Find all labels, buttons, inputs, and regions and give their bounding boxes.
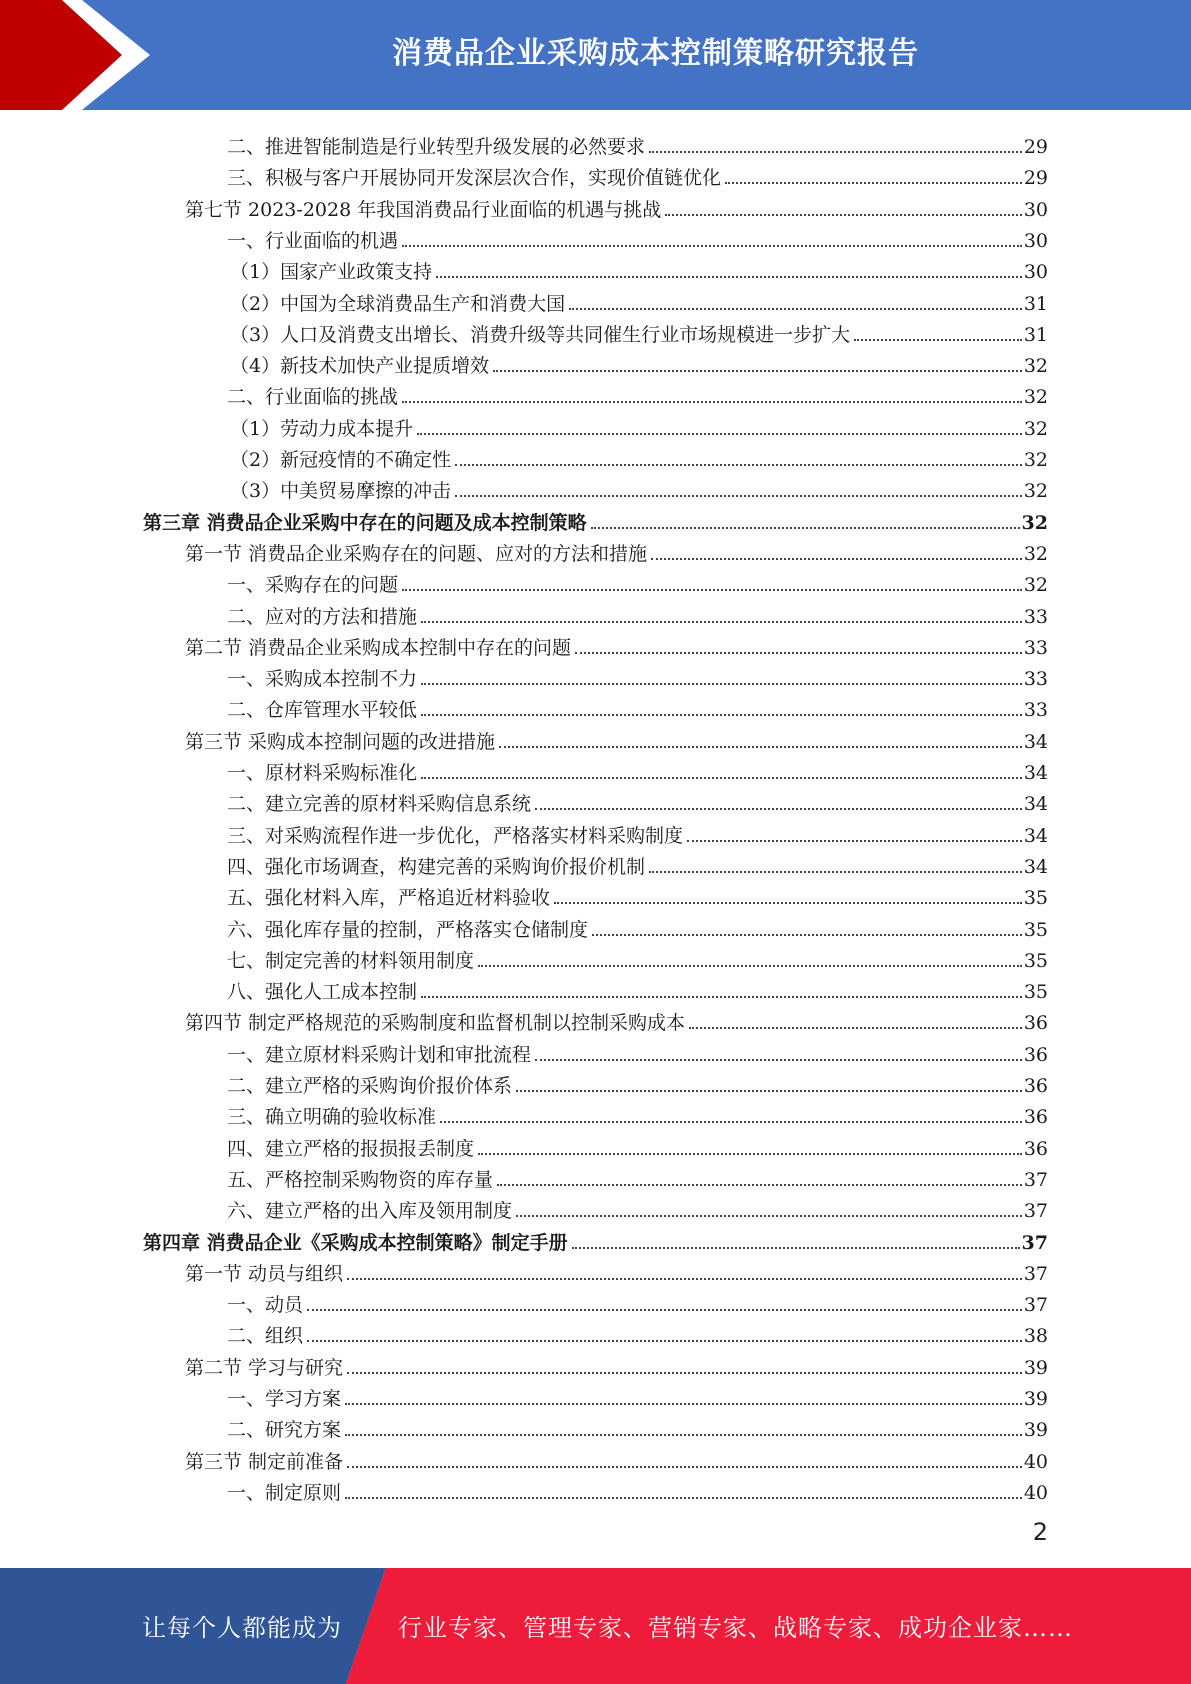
toc-entry-page: 32: [1023, 543, 1048, 565]
document-title: 消费品企业采购成本控制策略研究报告: [392, 36, 919, 71]
toc-entry-page: 32: [1023, 574, 1048, 596]
toc-leader-dots: [402, 245, 1022, 247]
toc-entry-label: 一、制定原则: [227, 1482, 342, 1504]
toc-entry-label: 二、研究方案: [227, 1419, 342, 1441]
toc-leader-dots: [436, 276, 1022, 278]
toc-entry-page: 34: [1023, 856, 1048, 878]
toc-entry-label: 第四节 制定严格规范的采购制度和监督机制以控制采购成本: [185, 1012, 686, 1034]
toc-entry[interactable]: [227, 911, 1048, 942]
toc-entry-page: 35: [1023, 919, 1048, 941]
toc-leader-dots: [687, 840, 1022, 842]
toc-leader-dots: [592, 934, 1022, 936]
toc-entry-label: 第一节 动员与组织: [185, 1263, 344, 1285]
toc-entry-page: 31: [1023, 324, 1048, 346]
toc-leader-dots: [651, 558, 1022, 560]
toc-entry-label: 第三章 消费品企业采购中存在的问题及成本控制策略: [143, 512, 587, 534]
toc-entry-label: （3）中美贸易摩擦的冲击: [230, 480, 452, 502]
toc-entry-label: 三、积极与客户开展协同开发深层次合作，实现价值链优化: [227, 167, 722, 189]
toc-entry-page: 32: [1021, 512, 1048, 534]
toc-entry[interactable]: [227, 785, 1048, 816]
toc-entry[interactable]: [227, 1130, 1048, 1161]
footer-slogan-right: 行业专家、管理专家、营销专家、战略专家、成功企业家……: [398, 1614, 1073, 1642]
toc-leader-dots: [421, 996, 1022, 998]
toc-leader-dots: [347, 1372, 1022, 1374]
toc-entry-page: 39: [1023, 1357, 1048, 1379]
toc-entry[interactable]: [227, 691, 1048, 722]
toc-entry[interactable]: [185, 1443, 1048, 1474]
toc-entry[interactable]: [227, 378, 1048, 409]
toc-entry-page: 35: [1023, 887, 1048, 909]
toc-entry-label: 六、建立严格的出入库及领用制度: [227, 1200, 513, 1222]
toc-leader-dots: [478, 1153, 1022, 1155]
toc-entry-label: 二、仓库管理水平较低: [227, 699, 418, 721]
toc-entry[interactable]: [227, 566, 1048, 597]
toc-entry[interactable]: [185, 535, 1048, 566]
toc-entry-label: 一、学习方案: [227, 1388, 342, 1410]
toc-entry-label: 第三节 制定前准备: [185, 1451, 344, 1473]
toc-entry[interactable]: [227, 848, 1048, 879]
toc-entry[interactable]: [227, 1036, 1048, 1067]
toc-entry[interactable]: [227, 1411, 1048, 1442]
toc-entry-label: 二、建立完善的原材料采购信息系统: [227, 793, 532, 815]
toc-leader-dots: [440, 1121, 1022, 1123]
toc-entry[interactable]: [230, 472, 1048, 503]
toc-leader-dots: [345, 1434, 1022, 1436]
toc-leader-dots: [665, 214, 1022, 216]
toc-entry-label: 四、强化市场调查，构建完善的采购询价报价机制: [227, 856, 646, 878]
toc-leader-dots: [569, 308, 1022, 310]
toc-entry-page: 32: [1023, 449, 1048, 471]
toc-leader-dots: [478, 965, 1022, 967]
toc-entry[interactable]: [227, 817, 1048, 848]
toc-entry[interactable]: [185, 191, 1048, 222]
toc-entry-page: 40: [1023, 1482, 1048, 1504]
toc-entry-page: 30: [1023, 199, 1048, 221]
toc-entry-page: 37: [1023, 1200, 1048, 1222]
toc-entry[interactable]: [227, 879, 1048, 910]
toc-entry[interactable]: [185, 629, 1048, 660]
toc-leader-dots: [421, 714, 1022, 716]
toc-entry-label: 二、推进智能制造是行业转型升级发展的必然要求: [227, 136, 646, 158]
toc-entry[interactable]: [227, 1161, 1048, 1192]
toc-entry-label: 一、采购成本控制不力: [227, 668, 418, 690]
toc-entry[interactable]: [227, 222, 1048, 253]
toc-entry[interactable]: [185, 1004, 1048, 1035]
toc-leader-dots: [421, 777, 1022, 779]
toc-entry-label: （2）中国为全球消费品生产和消费大国: [230, 293, 566, 315]
toc-entry-label: 二、应对的方法和措施: [227, 606, 418, 628]
toc-entry[interactable]: [227, 128, 1048, 159]
toc-entry-page: 35: [1023, 950, 1048, 972]
toc-entry-label: 第一节 消费品企业采购存在的问题、应对的方法和措施: [185, 543, 648, 565]
toc-leader-dots: [347, 1466, 1022, 1468]
toc-entry[interactable]: [227, 1098, 1048, 1129]
toc-entry[interactable]: [227, 1192, 1048, 1223]
toc-entry-label: 第二节 学习与研究: [185, 1357, 344, 1379]
toc-entry-page: 37: [1023, 1294, 1048, 1316]
toc-entry-page: 34: [1023, 793, 1048, 815]
toc-entry-label: 第七节 2023-2028 年我国消费品行业面临的机遇与挑战: [185, 199, 662, 221]
toc-leader-dots: [307, 1340, 1022, 1342]
toc-entry[interactable]: [227, 1286, 1048, 1317]
toc-leader-dots: [649, 151, 1022, 153]
toc-entry-page: 29: [1023, 167, 1048, 189]
toc-leader-dots: [725, 182, 1022, 184]
toc-entry[interactable]: [143, 504, 1048, 535]
toc-entry-label: 四、建立严格的报损报丢制度: [227, 1138, 475, 1160]
page-number: 2: [1032, 1518, 1048, 1546]
toc-leader-dots: [516, 1090, 1022, 1092]
toc-leader-dots: [689, 1027, 1022, 1029]
toc-leader-dots: [402, 401, 1022, 403]
toc-entry-label: （2）新冠疫情的不确定性: [230, 449, 452, 471]
toc-entry[interactable]: [143, 1224, 1048, 1255]
toc-entry-page: 31: [1023, 293, 1048, 315]
toc-leader-dots: [307, 1309, 1022, 1311]
toc-entry-page: 34: [1023, 825, 1048, 847]
toc-leader-dots: [345, 1497, 1022, 1499]
page-footer: [0, 1568, 1191, 1684]
toc-entry[interactable]: [227, 660, 1048, 691]
toc-entry-label: 六、强化库存量的控制，严格落实仓储制度: [227, 919, 589, 941]
toc-entry[interactable]: [227, 1380, 1048, 1411]
toc-leader-dots: [421, 621, 1022, 623]
toc-entry[interactable]: [227, 973, 1048, 1004]
toc-leader-dots: [499, 746, 1022, 748]
toc-entry-page: 39: [1023, 1419, 1048, 1441]
toc-leader-dots: [455, 464, 1022, 466]
toc-entry[interactable]: [227, 1317, 1048, 1348]
toc-leader-dots: [591, 527, 1020, 529]
toc-entry-page: 36: [1023, 1138, 1048, 1160]
toc-entry-page: 32: [1023, 386, 1048, 408]
toc-entry[interactable]: [230, 285, 1048, 316]
toc-entry-label: 八、强化人工成本控制: [227, 981, 418, 1003]
toc-entry-page: 37: [1023, 1169, 1048, 1191]
toc-entry[interactable]: [227, 1474, 1048, 1505]
toc-entry[interactable]: [227, 598, 1048, 629]
toc-entry-page: 30: [1023, 230, 1048, 252]
toc-entry-page: 34: [1023, 731, 1048, 753]
toc-entry[interactable]: [185, 1255, 1048, 1286]
toc-leader-dots: [493, 370, 1022, 372]
toc-entry-label: 七、制定完善的材料领用制度: [227, 950, 475, 972]
toc-entry-label: 一、行业面临的机遇: [227, 230, 399, 252]
toc-entry-label: （4）新技术加快产业提质增效: [230, 355, 490, 377]
toc-entry-page: 29: [1023, 136, 1048, 158]
toc-entry-page: 33: [1023, 637, 1048, 659]
toc-entry[interactable]: [230, 410, 1048, 441]
toc-entry-page: 36: [1023, 1044, 1048, 1066]
toc-entry-label: 二、建立严格的采购询价报价体系: [227, 1075, 513, 1097]
toc-leader-dots: [347, 1278, 1022, 1280]
toc-entry-page: 37: [1021, 1232, 1048, 1254]
toc-entry-label: 二、行业面临的挑战: [227, 386, 399, 408]
toc-entry-label: 第四章 消费品企业《采购成本控制策略》制定手册: [143, 1232, 568, 1254]
toc-entry-label: 一、建立原材料采购计划和审批流程: [227, 1044, 532, 1066]
page-header: [0, 0, 1191, 110]
toc-entry-page: 39: [1023, 1388, 1048, 1410]
toc-entry-label: （1）国家产业政策支持: [230, 261, 433, 283]
toc-entry-label: 第二节 消费品企业采购成本控制中存在的问题: [185, 637, 572, 659]
toc-entry[interactable]: [185, 723, 1048, 754]
toc-entry-label: 第三节 采购成本控制问题的改进措施: [185, 731, 496, 753]
toc-leader-dots: [421, 683, 1022, 685]
toc-leader-dots: [554, 902, 1022, 904]
toc-entry-page: 33: [1023, 668, 1048, 690]
footer-slogan-left: 让每个人都能成为: [142, 1614, 342, 1642]
toc-leader-dots: [497, 1184, 1022, 1186]
toc-leader-dots: [345, 1403, 1022, 1405]
toc-entry-label: 一、采购存在的问题: [227, 574, 399, 596]
toc-leader-dots: [535, 808, 1022, 810]
toc-entry[interactable]: [227, 754, 1048, 785]
toc-entry-page: 36: [1023, 1106, 1048, 1128]
toc-leader-dots: [854, 339, 1022, 341]
toc-entry-label: （3）人口及消费支出增长、消费升级等共同催生行业市场规模进一步扩大: [230, 324, 851, 346]
toc-entry[interactable]: [230, 316, 1048, 347]
toc-entry-page: 36: [1023, 1012, 1048, 1034]
toc-entry-label: 一、动员: [227, 1294, 304, 1316]
toc-entry[interactable]: [227, 1067, 1048, 1098]
toc-entry-page: 35: [1023, 981, 1048, 1003]
toc-leader-dots: [535, 1059, 1022, 1061]
toc-leader-dots: [572, 1247, 1020, 1249]
toc-entry-page: 40: [1023, 1451, 1048, 1473]
toc-entry[interactable]: [230, 347, 1048, 378]
toc-entry-page: 32: [1023, 355, 1048, 377]
toc-entry-page: 37: [1023, 1263, 1048, 1285]
toc-leader-dots: [417, 433, 1022, 435]
toc-entry-page: 32: [1023, 480, 1048, 502]
toc-leader-dots: [649, 871, 1022, 873]
toc-entry-label: 五、严格控制采购物资的库存量: [227, 1169, 494, 1191]
toc-entry-page: 38: [1023, 1325, 1048, 1347]
toc-leader-dots: [402, 589, 1022, 591]
toc-entry-page: 32: [1023, 418, 1048, 440]
toc-entry-page: 33: [1023, 606, 1048, 628]
toc-entry[interactable]: [227, 159, 1048, 190]
toc-leader-dots: [516, 1215, 1022, 1217]
toc-entry-page: 30: [1023, 261, 1048, 283]
toc-entry-label: 三、确立明确的验收标准: [227, 1106, 437, 1128]
toc-entry-label: 二、组织: [227, 1325, 304, 1347]
toc-entry-label: 三、对采购流程作进一步优化，严格落实材料采购制度: [227, 825, 684, 847]
toc-entry-label: 一、原材料采购标准化: [227, 762, 418, 784]
toc-entry-page: 33: [1023, 699, 1048, 721]
toc-entry-page: 36: [1023, 1075, 1048, 1097]
toc-entry[interactable]: [230, 253, 1048, 284]
toc-leader-dots: [455, 495, 1022, 497]
toc-entry[interactable]: [230, 441, 1048, 472]
toc-leader-dots: [575, 652, 1022, 654]
toc-entry-label: （1）劳动力成本提升: [230, 418, 414, 440]
toc-entry[interactable]: [227, 942, 1048, 973]
toc-entry[interactable]: [185, 1349, 1048, 1380]
toc-entry-page: 34: [1023, 762, 1048, 784]
toc-entry-label: 五、强化材料入库，严格追近材料验收: [227, 887, 551, 909]
